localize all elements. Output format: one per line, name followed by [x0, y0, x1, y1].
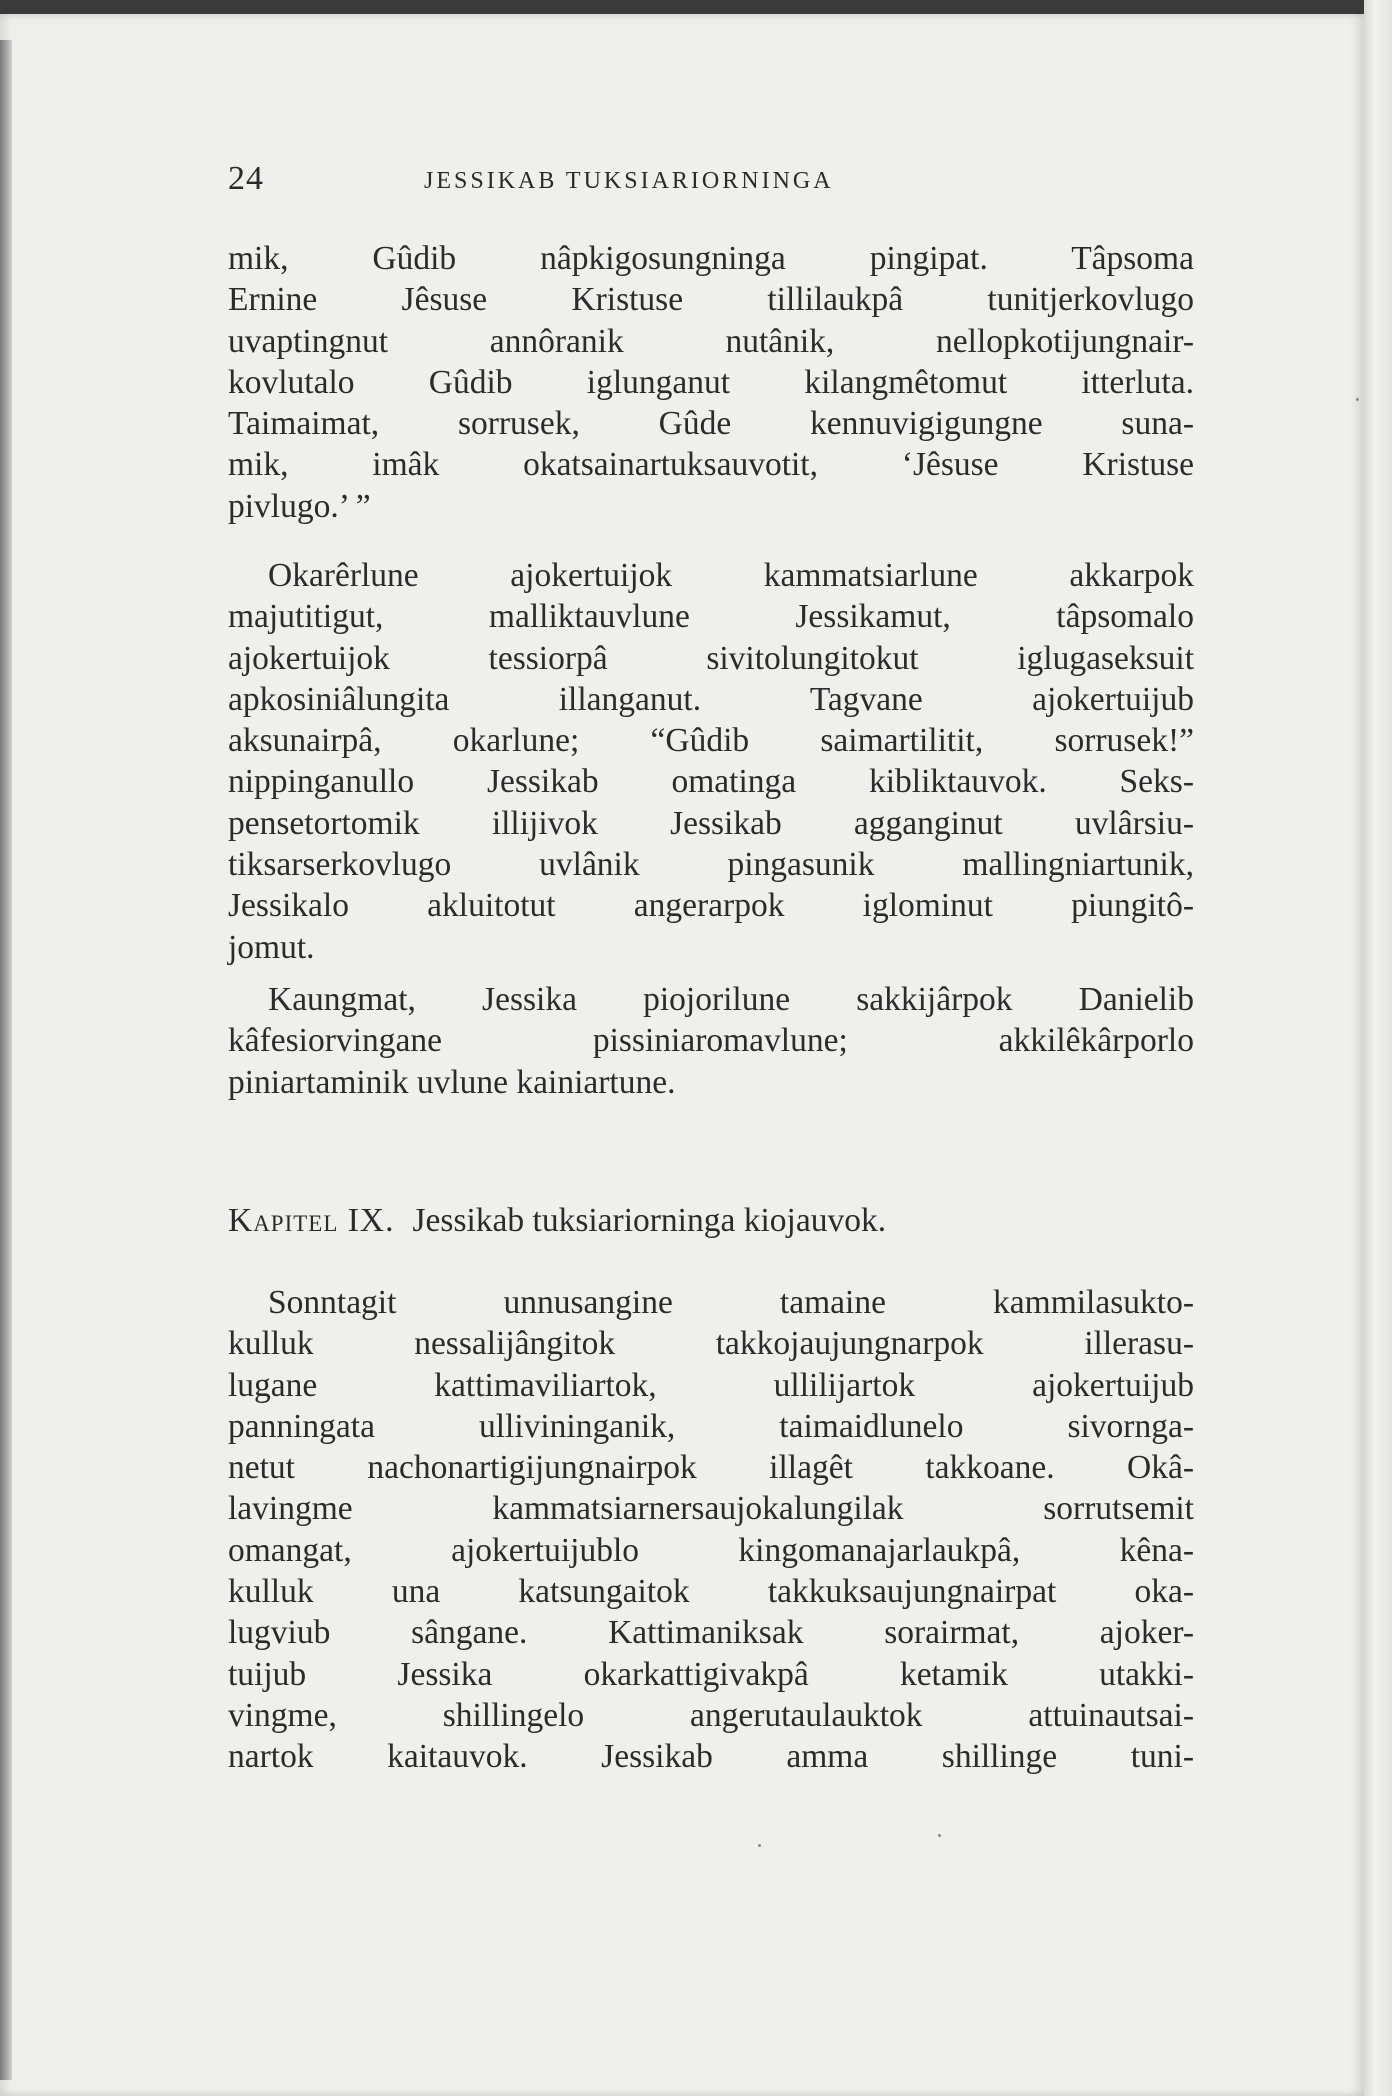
text-line: Okarêrlune ajokertuijok kammatsiarlune akkarpok [268, 557, 1194, 594]
text-line: uvaptingnut annôranik nutânik, nellopkotijungnair- [228, 322, 1194, 360]
text-line: pensetortomik illijivok Jessikab agganginut uvlârsiu- [228, 804, 1194, 842]
text-line: Jessikalo akluitotut angerarpok iglominut piungitô- [228, 887, 1194, 925]
chapter-label: Kapitel IX. [228, 1202, 395, 1239]
text-line: majutitigut, malliktauvlune Jessikamut, tâpsomalo [228, 598, 1194, 636]
text-line: lavingme kammatsiarnersaujokalungilak sorrutsemit [228, 1490, 1194, 1528]
text-line: lugane kattimaviliartok, ullilijartok ajokertuijub [228, 1366, 1194, 1404]
running-title: JESSIKAB TUKSIARIORNINGA [424, 168, 834, 194]
text-line: lugviub sângane. Kattimaniksak sorairmat, ajoker- [228, 1614, 1194, 1652]
text-line: Kaungmat, Jessika piojorilune sakkijârpok Danielib [268, 981, 1194, 1018]
paper-speck [1356, 398, 1359, 401]
page-header [228, 160, 1188, 210]
text-line: kâfesiorvingane pissiniaromavlune; akkilêkârporlo [228, 1022, 1194, 1060]
paper-speck [938, 1834, 941, 1837]
paragraph-1 [228, 238, 1194, 527]
text-line: kulluk nessalijângitok takkojaujungnarpok illerasu- [228, 1325, 1194, 1363]
text-line: pivlugo.’ ” [228, 487, 371, 525]
text-line: nartok kaitauvok. Jessikab amma shillinge tuni- [228, 1738, 1194, 1776]
text-line: netut nachonartigijungnairpok illagêt takkoane. Okâ- [228, 1449, 1194, 1487]
text-line: Ernine Jêsuse Kristuse tillilaukpâ tunitjerkovlugo [228, 281, 1194, 319]
text-line: Sonntagit unnusangine tamaine kammilasukto- [268, 1284, 1194, 1321]
text-line: mik, imâk okatsainartuksauvotit, ‘Jêsuse Kristuse [228, 446, 1194, 484]
text-line: omangat, ajokertuijublo kingomanajarlaukpâ, kêna- [228, 1531, 1194, 1569]
text-line: kulluk una katsungaitok takkuksaujungnairpat oka- [228, 1573, 1194, 1611]
page-left-edge [0, 40, 12, 2080]
paper-speck [758, 1844, 761, 1847]
text-line: kovlutalo Gûdib iglunganut kilangmêtomut itterluta. [228, 363, 1194, 401]
text-line: panningata ullivininganik, taimaidlunelo sivornga- [228, 1407, 1194, 1445]
text-line: aksunairpâ, okarlune; “Gûdib saimartilitit, sorrusek!” [228, 722, 1194, 760]
text-line: piniartaminik uvlune kainiartune. [228, 1063, 676, 1101]
chapter-heading [228, 1202, 1194, 1240]
paragraph-2 [228, 555, 1194, 968]
text-line: mik, Gûdib nâpkigosungninga pingipat. Tâpsoma [228, 240, 1194, 277]
text-line: apkosiniâlungita illanganut. Tagvane ajokertuijub [228, 680, 1194, 718]
text-line: Taimaimat, sorrusek, Gûde kennuvigigungne suna- [228, 405, 1194, 443]
paragraph-4 [228, 1282, 1194, 1778]
paragraph-3 [228, 979, 1194, 1103]
text-line: tiksarserkovlugo uvlânik pingasunik mallingniartunik, [228, 846, 1194, 884]
text-line: nippinganullo Jessikab omatinga kibliktauvok. Seks- [228, 763, 1194, 801]
text-line: tuijub Jessika okarkattigivakpâ ketamik utakki- [228, 1655, 1194, 1693]
page-right-edge [1364, 0, 1392, 2096]
chapter-title: Jessikab tuksiariorninga kiojauvok. [412, 1202, 887, 1239]
page-number: 24 [228, 160, 264, 197]
text-line: jomut. [228, 928, 315, 966]
text-line: ajokertuijok tessiorpâ sivitolungitokut iglugaseksuit [228, 639, 1194, 677]
text-line: vingme, shillingelo angerutaulauktok attuinautsai- [228, 1696, 1194, 1734]
